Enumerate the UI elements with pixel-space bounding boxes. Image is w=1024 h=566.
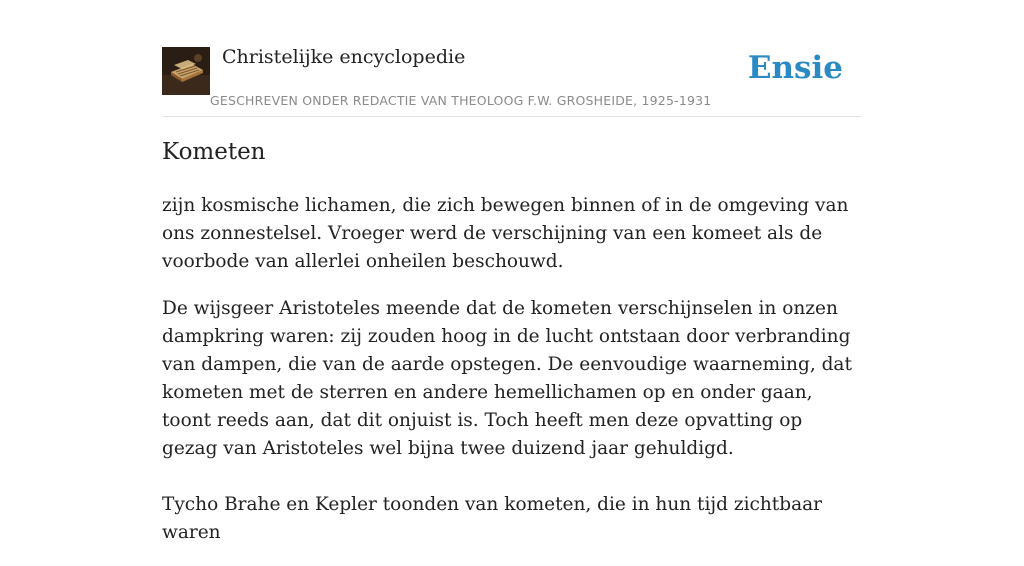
book-image-icon: [162, 47, 210, 95]
publication-avatar[interactable]: [162, 47, 210, 95]
ensie-logo-link[interactable]: Ensie: [747, 50, 843, 86]
publication-header: [162, 46, 862, 117]
publication-subtitle: GESCHREVEN ONDER REDACTIE VAN THEOLOOG F.W. GROSHEIDE, 1925-1931: [210, 93, 712, 108]
publication-title[interactable]: Christelijke encyclopedie: [222, 46, 466, 68]
article-body: [162, 192, 862, 566]
article-paragraph: Tycho Brahe en Kepler toonden van kometen, die in hun tijd zichtbaar waren: [162, 494, 822, 543]
article-paragraph: zijn kosmische lichamen, die zich bewegen binnen of in de omgeving van ons zonnestelsel. Vroeger werd de verschijning van een komeet als de voorbode van allerlei onheilen beschouwd.: [162, 195, 849, 272]
article-title: Kometen: [162, 139, 266, 165]
article-paragraph: De wijsgeer Aristoteles meende dat de kometen verschijnselen in onzen dampkring waren: zij zouden hoog in de lucht ontstaan door verbranding van dampen, die van de aarde opstegen. De eenvoudige waarneming, dat kometen met de sterren en andere hemellichamen op en onder gaan, toont reeds aan, dat dit onjuist is. Toch heeft men deze opvatting op gezag van Aristoteles wel bijna twee duizend jaar gehuldigd.: [162, 298, 852, 459]
